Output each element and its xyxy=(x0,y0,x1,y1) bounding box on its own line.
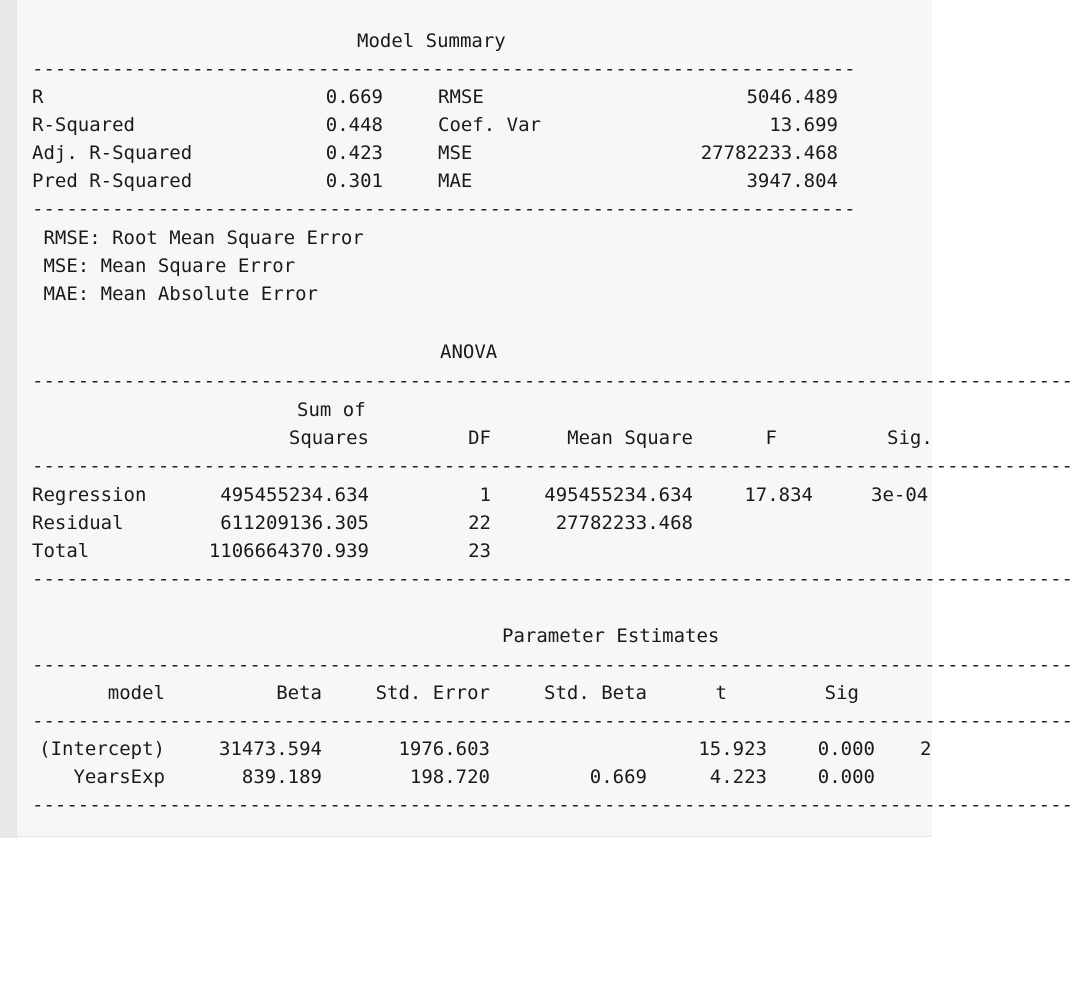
separator: ------------------------------------------------------------------------------------------- xyxy=(32,654,1073,676)
separator: ------------------------------------------------------------------------------------------- xyxy=(32,370,1073,392)
model-summary-title: Model Summary xyxy=(357,30,506,52)
model-summary-title-line xyxy=(17,27,932,55)
separator: ------------------------------------------------------------------------------------------- xyxy=(32,455,1073,477)
params-row: YearsExp 839.189 198.720 0.669 4.223 0.000 xyxy=(73,766,875,788)
anova-row: Residual 611209136.305 22 27782233.468 xyxy=(32,512,693,534)
anova-header: Squares DF Mean Square F Sig. xyxy=(288,427,933,449)
separator: ------------------------------------------------------------------------ xyxy=(32,58,856,80)
anova-row: Total 1106664370.939 23 xyxy=(32,540,491,562)
anova-header-top: Sum of xyxy=(297,399,366,421)
anova-row: Regression 495455234.634 1 495455234.634 17.834 3e-04 xyxy=(32,484,929,506)
separator: ------------------------------------------------------------------------------------------- xyxy=(32,794,1073,816)
params-header: model Beta Std. Error Std. Beta t Sig xyxy=(107,682,859,704)
note-line: MAE: Mean Absolute Error xyxy=(32,283,318,305)
params-title: Parameter Estimates xyxy=(502,625,720,647)
summary-row: Adj. R-Squared 0.423 MSE 27782233.468 xyxy=(32,142,838,164)
params-row: (Intercept) 31473.594 1976.603 15.923 0.000 2 xyxy=(39,738,932,760)
separator: ------------------------------------------------------------------------------------------- xyxy=(32,568,1073,590)
separator: ------------------------------------------------------------------------ xyxy=(32,198,856,220)
separator: ------------------------------------------------------------------------------------------- xyxy=(32,710,1073,732)
summary-row: Pred R-Squared 0.301 MAE 3947.804 xyxy=(32,170,838,192)
console-output xyxy=(17,0,1073,837)
gutter-bar xyxy=(0,0,18,838)
summary-row: R-Squared 0.448 Coef. Var 13.699 xyxy=(32,114,838,136)
params-title-line xyxy=(17,622,932,650)
summary-row: R 0.669 RMSE 5046.489 xyxy=(32,86,838,108)
anova-title-line xyxy=(17,338,932,366)
note-line: MSE: Mean Square Error xyxy=(32,255,296,277)
note-line: RMSE: Root Mean Square Error xyxy=(32,227,364,249)
anova-title: ANOVA xyxy=(440,341,498,363)
